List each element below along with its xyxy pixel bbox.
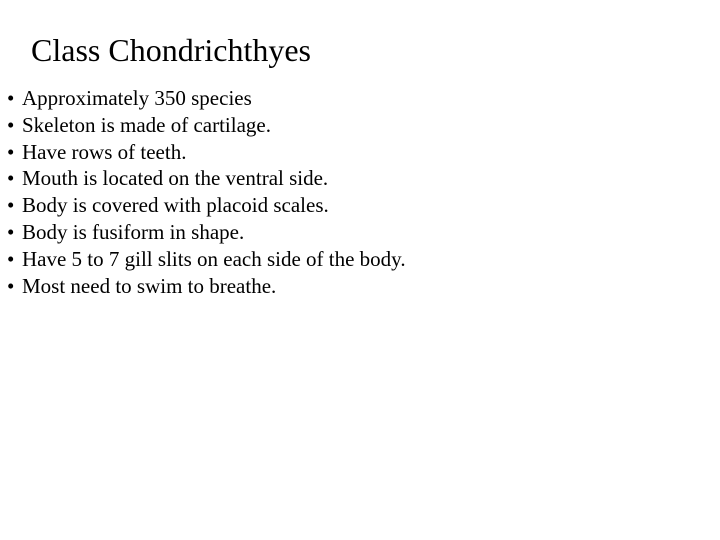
bullet-icon: •: [7, 193, 15, 218]
bullet-icon: •: [7, 273, 15, 298]
bullet-item: [7, 192, 406, 219]
bullet-text: Body is covered with placoid scales.: [22, 193, 329, 218]
bullet-icon: •: [7, 219, 15, 244]
bullet-icon: •: [7, 166, 15, 191]
bullet-item: [7, 139, 406, 166]
bullet-icon: •: [7, 246, 15, 271]
bullet-icon: •: [7, 139, 15, 164]
bullet-item: [7, 273, 406, 300]
bullet-text: Most need to swim to breathe.: [22, 273, 277, 298]
bullet-text: Skeleton is made of cartilage.: [22, 112, 271, 137]
bullet-text: Have 5 to 7 gill slits on each side of the body.: [22, 246, 406, 271]
bullet-list: [7, 85, 406, 299]
bullet-item: [7, 85, 406, 112]
bullet-text: Have rows of teeth.: [22, 139, 187, 164]
bullet-icon: •: [7, 86, 15, 110]
slide-title: Class Chondrichthyes: [31, 32, 311, 68]
bullet-icon: •: [7, 112, 15, 137]
bullet-text: Body is fusiform in shape.: [22, 219, 245, 244]
bullet-item: [7, 165, 406, 192]
bullet-item: [7, 112, 406, 139]
bullet-item: [7, 219, 406, 246]
bullet-text: Approximately 350 species: [22, 86, 252, 110]
bullet-item: [7, 246, 406, 273]
bullet-text: Mouth is located on the ventral side.: [22, 166, 329, 191]
